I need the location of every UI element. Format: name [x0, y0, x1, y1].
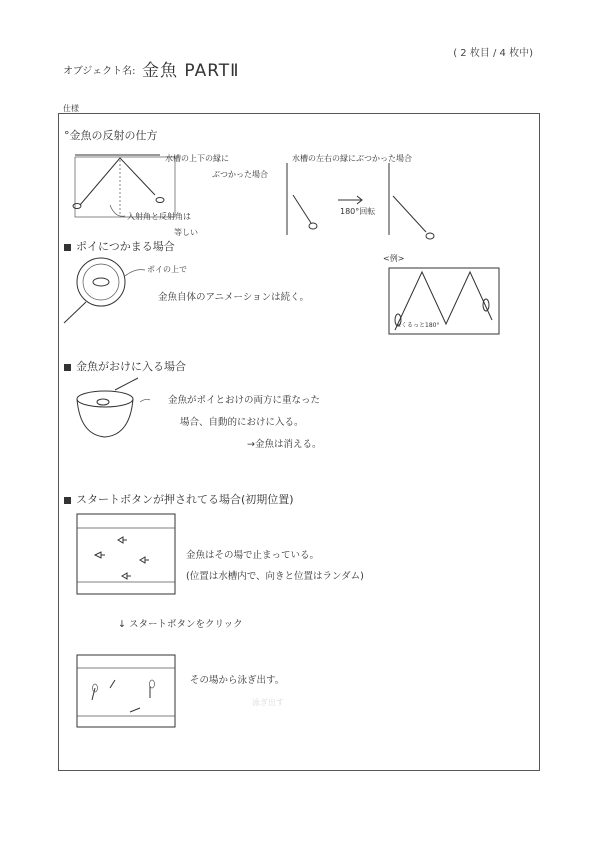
rotate-label: 180°回転 — [340, 207, 376, 216]
start-heading — [64, 491, 294, 507]
page-indicator: ( 2 枚目 / 4 枚中) — [453, 48, 533, 59]
bullet-icon — [64, 364, 71, 371]
swim-tank-sketch — [77, 655, 175, 727]
bowl-sketch — [77, 378, 150, 437]
on-poi-label: ポイの上で — [147, 265, 187, 274]
start-line-1: 金魚はその場で止まっている。 — [186, 550, 320, 561]
poi-heading-text: ポイにつかまる場合 — [76, 240, 175, 253]
spec-label: 仕様 — [63, 104, 79, 113]
bullet-icon — [64, 497, 71, 504]
reflection-top-bottom-sketch — [73, 155, 175, 217]
example-label: <例> — [383, 254, 405, 263]
start-tank-sketch — [77, 514, 175, 594]
bullet-icon — [64, 244, 71, 251]
start-heading-text: スタートボタンが押されてる場合(初期位置) — [76, 493, 294, 506]
note-top-bottom-1: 水槽の上下の縁に — [165, 154, 229, 163]
note-top-bottom-2: ぶつかった場合 — [212, 170, 268, 179]
reflection-heading: °金魚の反射の仕方 — [64, 129, 158, 142]
example-rotate: <くるっと180° — [396, 322, 440, 329]
bowl-line-1: 金魚がポイとおけの両方に重なった — [168, 395, 321, 406]
click-label: ↓ スタートボタンをクリック — [118, 619, 243, 630]
bowl-heading — [64, 358, 186, 374]
object-name: 金魚 PARTⅡ — [142, 61, 240, 81]
angle-note-2: 等しい — [174, 228, 198, 237]
swim-note: その場から泳ぎ出す。 — [190, 675, 285, 686]
bowl-line-3: →金魚は消える。 — [247, 439, 322, 450]
angle-note-1: 入射角と反射角は — [127, 212, 191, 221]
bowl-heading-text: 金魚がおけに入る場合 — [76, 360, 186, 373]
animation-note: 金魚自体のアニメーションは続く。 — [158, 292, 309, 303]
bowl-line-2: 場合、自動的におけに入る。 — [180, 417, 304, 428]
object-name-label: オブジェクト名: — [63, 66, 136, 77]
note-left-right: 水槽の左右の縁にぶつかった場合 — [292, 154, 412, 163]
reflection-left-right-sketch — [287, 163, 434, 239]
poi-heading — [64, 238, 175, 254]
poi-sketch — [64, 258, 145, 323]
svg-text:泳ぎ出す: 泳ぎ出す — [252, 698, 284, 707]
start-line-2: (位置は水槽内で、向きと位置はランダム) — [186, 571, 364, 582]
